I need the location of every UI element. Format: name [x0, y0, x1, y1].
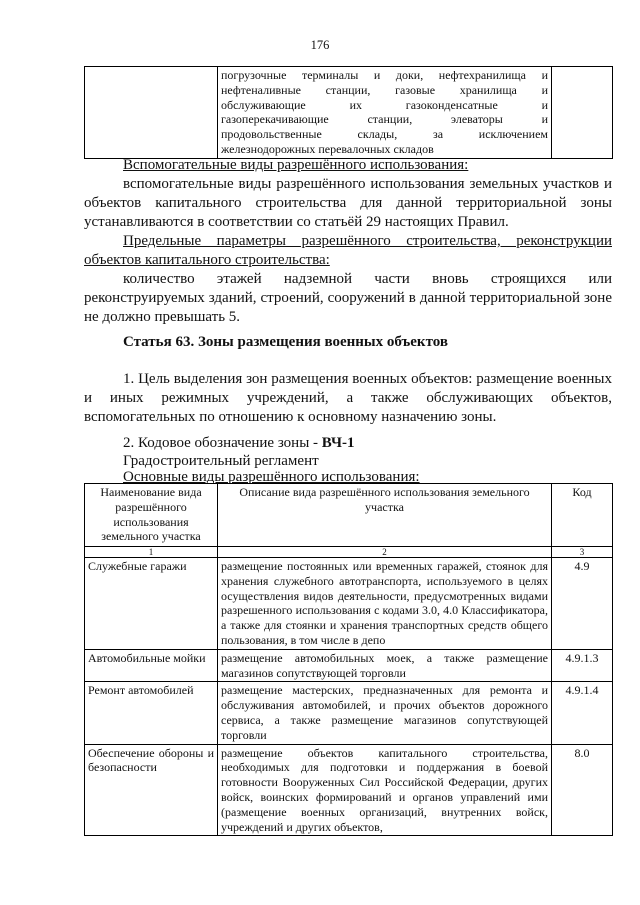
page-number: 176 [310, 38, 330, 52]
table-cell-empty [552, 67, 613, 159]
table-cell-description [218, 67, 552, 159]
text-line: обслуживающие их газоконденсатные и [221, 97, 548, 112]
limits-text: количество этажей надземной части вновь строящихся или реконструируемых зданий, строений, сооружений в данной территориальной зоне не должно превышать 5. [84, 271, 612, 325]
cell-code: 4.9.1.3 [552, 649, 613, 682]
cell-description: размещение мастерских, предназначенных для ремонта и обслуживания автомобилей, и прочих объектов дорожного сервиса, а также размещение магазинов сопутствующей торговли [218, 682, 552, 744]
text-line: погрузочные терминалы и доки, нефтехранилища и [221, 68, 548, 82]
table-row [85, 744, 613, 836]
article-purpose: 1. Цель выделения зон размещения военных объектов: размещение военных и иных режимных учреждений, а также обслуживающих объектов, вспомогательных по отношению к основному назначению зоны. [84, 371, 612, 425]
text-line: нефтеналивные станции, газовые хранилища и [221, 82, 548, 97]
table-cell-empty [85, 67, 218, 159]
regulation-title: Градостроительный регламент [123, 453, 319, 469]
cell-description: размещение постоянных или временных гаражей, стоянок для хранения служебного автотранспорта, используемого в целях осуществления видов деятельности, предусмотренных видами разрешенного использования с кодами 3.0, 4.0 Классификатора, а также для стоянки и хранения транспортных средств общего пользования, в том числе в депо [218, 558, 552, 650]
zone-code-label: 2. Кодовое обозначение зоны - [123, 435, 322, 451]
text-line: железнодорожных перевалочных складов [221, 141, 434, 156]
article-title: Статья 63. Зоны размещения военных объектов [123, 334, 448, 350]
table-row [85, 67, 613, 159]
cell-code: 4.9.1.4 [552, 682, 613, 744]
cell-description: размещение объектов капитального строительства, необходимых для подготовки и поддержания в боевой готовности Вооруженных Сил Российской Федерации, других войск, воинских формирований и органов управлений ими (размещение военных организаций, внутренних войск, учреждений и других объектов, [218, 744, 552, 836]
cell-description: размещение автомобильных моек, а также размещение магазинов сопутствующей торговли [218, 649, 552, 682]
column-number: 3 [552, 547, 613, 558]
limits-heading: Предельные параметры разрешённого строительства, реконструкции объектов капитального строительства: [84, 233, 612, 268]
auxiliary-heading: Вспомогательные виды разрешённого использования: [123, 157, 469, 173]
header-name: Наименование вида разрешённого использования земельного участка [85, 484, 218, 547]
cell-code: 8.0 [552, 744, 613, 836]
column-number-row [85, 547, 613, 558]
cell-code: 4.9 [552, 558, 613, 650]
continued-table [84, 66, 613, 159]
text-line: газоперекачивающие станции, элеваторы и [221, 112, 548, 127]
cell-name: Автомобильные мойки [85, 649, 218, 682]
text-line: продовольственные склады, за исключением [221, 127, 548, 142]
cell-name: Обеспечение обороны и безопасности [85, 744, 218, 836]
cell-name: Служебные гаражи [85, 558, 218, 650]
table-row [85, 649, 613, 682]
table-header-row [85, 484, 613, 547]
main-uses-heading: Основные виды разрешённого использования: [123, 469, 420, 485]
zone-code-value: ВЧ-1 [321, 435, 355, 451]
table-row [85, 682, 613, 744]
main-uses-table [84, 483, 613, 836]
zone-code-line [84, 434, 612, 453]
header-code: Код [552, 484, 613, 547]
cell-name: Ремонт автомобилей [85, 682, 218, 744]
table-row [85, 558, 613, 650]
header-description: Описание вида разрешённого использования земельного участка [218, 484, 552, 547]
auxiliary-text: вспомогательные виды разрешённого использования земельных участков и объектов капитального строительства для данной территориальной зоны устанавливаются в соответствии со статьёй 29 настоящих Правил. [84, 176, 612, 230]
column-number: 1 [85, 547, 218, 558]
column-number: 2 [218, 547, 552, 558]
